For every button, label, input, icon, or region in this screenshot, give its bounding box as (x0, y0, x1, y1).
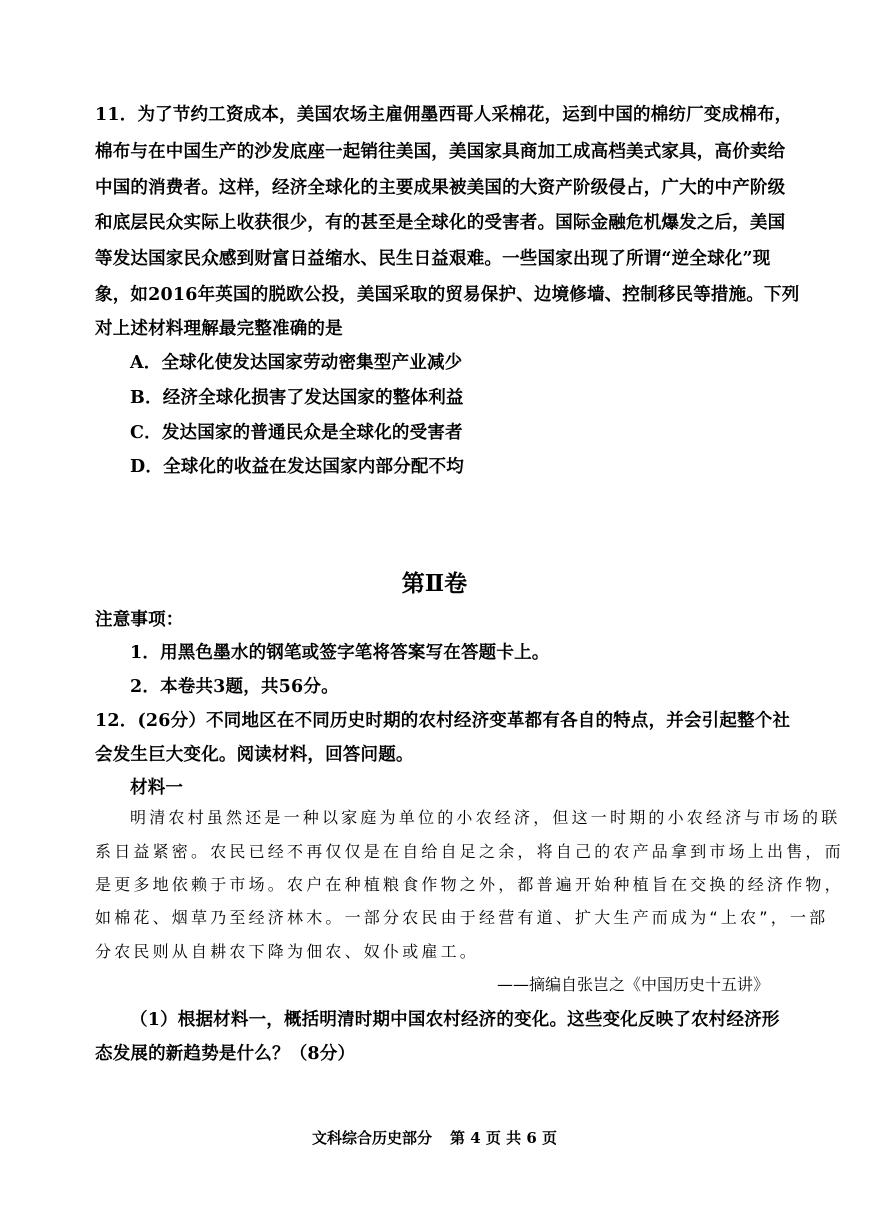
question-12-intro-line: 会发生巨大变化。阅读材料，回答问题。 (95, 745, 414, 765)
question-11-line: 等发达国家民众感到财富日益缩水、民生日益艰难。一些国家出现了所谓“逆全球化”现 (95, 249, 771, 269)
material-line: 如棉花、烟草乃至经济林木。一部分农民由于经营有道、扩大生产而成为“上农”，一部 (95, 908, 829, 927)
question-12-intro-line: 12．(26分）不同地区在不同历史时期的农村经济变革都有各自的特点，并会引起整个社 (95, 711, 791, 731)
material-line: 是更多地依赖于市场。农户在种植粮食作物之外，都普遍开始种植旨在交换的经济作物， (95, 875, 844, 894)
option-c: C．发达国家的普通民众是全球化的受害者 (130, 423, 463, 443)
option-a: A．全球化使发达国家劳动密集型产业减少 (130, 353, 463, 373)
question-11-line: 和底层民众实际上收获很少，有的甚至是全球化的受害者。国际金融危机爆发之后，美国 (95, 213, 786, 233)
material-source: ——摘编自张岂之《中国历史十五讲》 (496, 975, 769, 994)
question-11-line: 11．为了节约工资成本，美国农场主雇佣墨西哥人采棉花，运到中国的棉纺厂变成棉布， (95, 105, 793, 125)
notice-item: 2．本卷共3题，共56分。 (130, 677, 339, 697)
subquestion-line: 态发展的新趋势是什么？（8分） (95, 1044, 356, 1064)
footer-subject: 文科综合历史部分 (311, 1129, 432, 1147)
page-footer (0, 1128, 869, 1148)
question-11-line: 中国的消费者。这样，经济全球化的主要成果被美国的大资产阶级侵占，广大的中产阶级 (95, 178, 786, 198)
option-b: B．经济全球化损害了发达国家的整体利益 (130, 388, 464, 408)
footer-page-info: 第 4 页 共 6 页 (450, 1129, 557, 1147)
material-line: 明清农村虽然还是一种以家庭为单位的小农经济，但这一时期的小农经济与市场的联 (130, 808, 841, 827)
subquestion-line: （1）根据材料一，概括明清时期中国农村经济的变化。这些变化反映了农村经济形 (130, 1010, 780, 1030)
question-11-line: 象，如2016年英国的脱欧公投，美国采取的贸易保护、边境修墙、控制移民等措施。下列 (95, 285, 800, 305)
section-title: 第Ⅱ卷 (401, 570, 468, 597)
material-line: 分农民则从自耕农下降为佃农、奴仆或雇工。 (95, 942, 480, 961)
material-heading: 材料一 (130, 778, 184, 798)
question-11-line: 对上述材料理解最完整准确的是 (95, 319, 343, 339)
material-line: 系日益紧密。农民已经不再仅仅是在自给自足之余，将自己的农产品拿到市场上出售，而 (95, 842, 844, 861)
notice-heading: 注意事项： (95, 610, 184, 630)
option-d: D．全球化的收益在发达国家内部分配不均 (130, 457, 464, 477)
notice-item: 1．用黑色墨水的钢笔或签字笔将答案写在答题卡上。 (130, 643, 550, 663)
question-11-line: 棉布与在中国生产的沙发底座一起销往美国，美国家具商加工成高档美式家具，高价卖给 (95, 142, 786, 162)
